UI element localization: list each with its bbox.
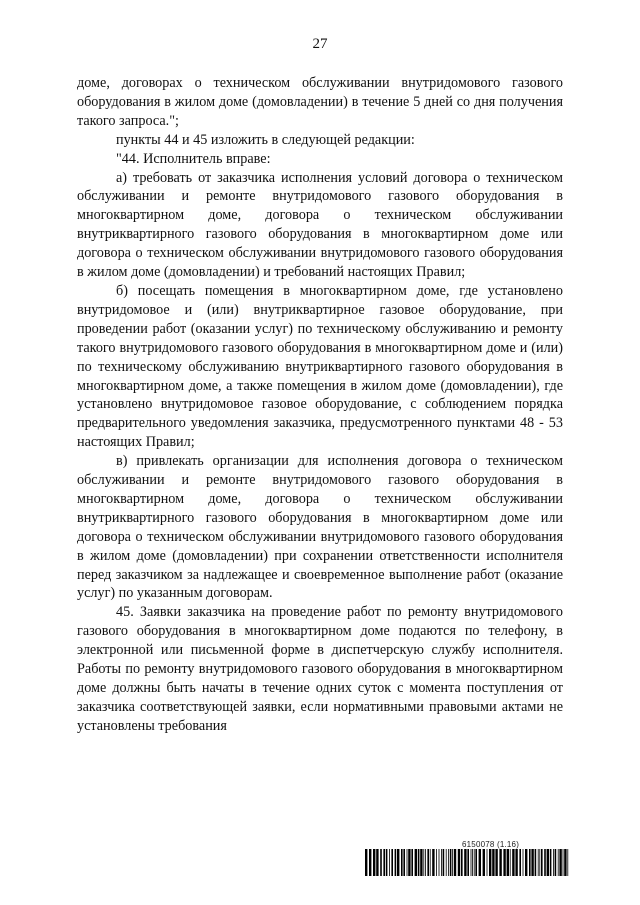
document-code: 6150078 (1.16) <box>462 840 520 849</box>
paragraph-continuation: доме, договорах о техническом обслуживании внутридомового газового оборудования в жилом доме (домовладении) в течение 5 дней со дня получения такого запроса."; <box>77 75 563 129</box>
body-text <box>77 74 563 736</box>
paragraph-clause-44-heading: "44. Исполнитель вправе: <box>116 150 271 167</box>
paragraph-clause-44-c: в) привлекать организации для исполнения договора о техническом обслуживании и ремонте внутридомового газового оборудования в многоквартирном доме, договора о техническом обслуживании внутриквартирного газового оборудования в многоквартирном доме или договора о техническом обслуживании внутридомового газового оборудования в жилом доме (домовладении) при сохранении ответственности исполнителя перед заказчиком за надлежащее и своевременное выполнение работ (оказание услуг) по указанным договорам. <box>77 453 563 602</box>
paragraph-clause-44-a: а) требовать от заказчика исполнения условий договора о техническом обслуживании и ремонте внутридомового газового оборудования в многоквартирном доме, договора о техническом обслуживании внутриквартирного газового оборудования в многоквартирном доме или договора о техническом обслуживании внутридомового газового оборудования в жилом доме (домовладении) и требований настоящих Правил; <box>77 169 563 281</box>
paragraph-clause-45: 45. Заявки заказчика на проведение работ по ремонту внутридомового газового оборудования в многоквартирном доме подаются по телефону, в электронной или письменной форме в диспетчерскую службу исполнителя. Работы по ремонту внутридомового газового оборудования в многоквартирном доме должны быть начаты в течение одних суток с момента поступления от заказчика соответствующей заявки, если нормативными правовыми актами не установлены требования <box>77 604 563 734</box>
page-number: 27 <box>312 36 328 52</box>
paragraph-amendment-intro: пункты 44 и 45 изложить в следующей редакции: <box>116 131 415 148</box>
paragraph-clause-44-b: б) посещать помещения в многоквартирном доме, где установлено внутридомовое и (или) внутриквартирное газовое оборудование, при проведении работ (оказании услуг) по техническому обслуживанию и ремонту такого внутридомового газового оборудования в многоквартирном доме и (или) по техническому обслуживанию внутриквартирного газового оборудования в многоквартирном доме, а также помещения в жилом доме (домовладении), где установлено внутридомовое газовое оборудование, с соблюдением порядка предварительного уведомления заказчика, предусмотренного пунктами 48 - 53 настоящих Правил; <box>77 282 563 451</box>
barcode-icon <box>365 849 571 876</box>
